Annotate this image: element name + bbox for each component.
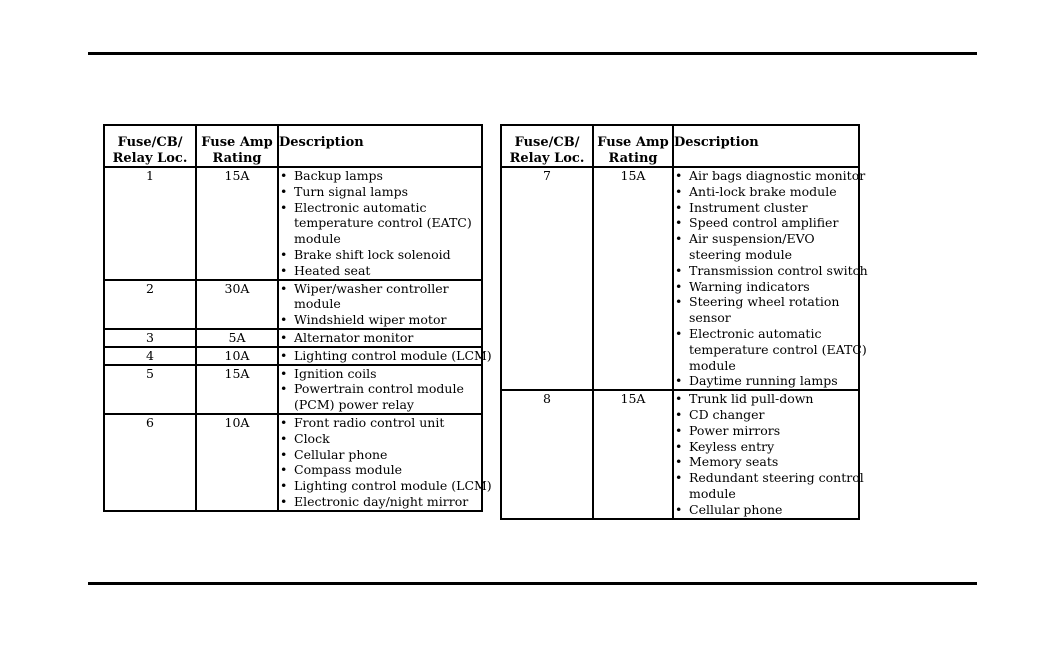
description-list: [674, 168, 868, 389]
amp-rating-cell: 5A: [196, 329, 278, 347]
amp-rating-cell: 15A: [593, 390, 673, 518]
fuse-location-cell: 4: [104, 347, 196, 365]
description-item: • Brake shift lock solenoid: [279, 247, 481, 263]
description-item: • Memory seats: [674, 454, 858, 470]
description-item: • Anti-lock brake module: [674, 184, 858, 200]
fuse-table-left: [103, 124, 492, 512]
description-item: • Keyless entry: [674, 439, 858, 455]
header-amp-rating: [196, 125, 278, 167]
description-list: [674, 391, 864, 517]
header-text: Fuse/CB/: [117, 135, 183, 150]
description-item: • Speed control amplifier: [674, 215, 858, 231]
fuse-location-cell: 5: [104, 365, 196, 414]
description-item: • Electronic automatic temperature control (EATC) module: [279, 200, 481, 247]
description-list: [279, 366, 481, 413]
description-item: • Lighting control module (LCM): [279, 348, 481, 364]
description-item: • Transmission control switch: [674, 263, 858, 279]
header-text: Fuse/CB/: [514, 135, 580, 150]
description-item: • Front radio control unit: [279, 415, 481, 431]
fuse-location-cell: 6: [104, 414, 196, 511]
fuse-location-cell: 7: [501, 167, 593, 390]
fuse-location-cell: 2: [104, 280, 196, 329]
fuse-location-cell: 8: [501, 390, 593, 518]
table-row: [501, 167, 859, 390]
description-item: • Electronic day/night mirror: [279, 494, 481, 510]
description-cell: [278, 280, 482, 329]
description-item: • Power mirrors: [674, 423, 858, 439]
description-item: • Clock: [279, 431, 481, 447]
fuse-table-right: [500, 124, 868, 520]
description-item: • Cellular phone: [674, 502, 858, 518]
header-text: Fuse Amp: [201, 135, 273, 150]
description-list: [279, 414, 492, 510]
amp-rating-cell: 10A: [196, 414, 278, 511]
description-item: • Windshield wiper motor: [279, 312, 481, 328]
description-list: [279, 330, 481, 346]
description-item: • Air suspension/EVO steering module: [674, 231, 858, 263]
header-description: Description: [673, 125, 859, 167]
table-row: [104, 167, 482, 280]
header-text: Rating: [608, 150, 658, 166]
description-cell: [673, 390, 864, 518]
header-text: Fuse Amp: [597, 135, 669, 150]
description-item: • Steering wheel rotation sensor: [674, 294, 858, 326]
description-item: • Alternator monitor: [279, 330, 481, 346]
header-description: Description: [278, 125, 482, 167]
description-item: • Heated seat: [279, 263, 481, 279]
description-cell: [278, 414, 492, 511]
table-row: [104, 329, 482, 347]
table-row: [104, 365, 482, 414]
description-item: • Backup lamps: [279, 168, 481, 184]
table-row: [501, 390, 859, 518]
description-item: • Trunk lid pull-down: [674, 391, 858, 407]
amp-rating-cell: 10A: [196, 347, 278, 365]
description-cell: [278, 329, 482, 347]
amp-rating-cell: 15A: [196, 167, 278, 280]
description-item: • Warning indicators: [674, 279, 858, 295]
header-fuse-location: [501, 125, 593, 167]
description-item: • Wiper/washer controller module: [279, 281, 481, 313]
description-list: [279, 168, 481, 279]
description-item: • CD changer: [674, 407, 858, 423]
table-row: [104, 414, 482, 511]
bottom-rule: [88, 582, 977, 585]
header-text: Relay Loc.: [509, 150, 585, 166]
description-cell: [278, 347, 492, 365]
header-fuse-location: [104, 125, 196, 167]
description-item: • Lighting control module (LCM): [279, 478, 481, 494]
description-cell: [278, 167, 482, 280]
description-item: • Daytime running lamps: [674, 373, 858, 389]
description-item: • Ignition coils: [279, 366, 481, 382]
table-header-row: [104, 125, 482, 167]
fuse-location-cell: 3: [104, 329, 196, 347]
header-text: Rating: [212, 150, 262, 166]
description-item: • Electronic automatic temperature control (EATC) module: [674, 326, 858, 373]
top-rule: [88, 52, 977, 55]
description-cell: [278, 365, 482, 414]
description-item: • Instrument cluster: [674, 200, 858, 216]
header-amp-rating: [593, 125, 673, 167]
header-text: Relay Loc.: [112, 150, 188, 166]
table-row: [104, 280, 482, 329]
amp-rating-cell: 15A: [196, 365, 278, 414]
description-item: • Redundant steering control module: [674, 470, 858, 502]
description-item: • Air bags diagnostic monitor: [674, 168, 858, 184]
description-item: • Cellular phone: [279, 447, 481, 463]
amp-rating-cell: 30A: [196, 280, 278, 329]
fuse-location-cell: 1: [104, 167, 196, 280]
table-header-row: [501, 125, 859, 167]
table-row: [104, 347, 482, 365]
description-cell: [673, 167, 868, 390]
amp-rating-cell: 15A: [593, 167, 673, 390]
description-item: • Powertrain control module (PCM) power relay: [279, 381, 481, 413]
description-item: • Turn signal lamps: [279, 184, 481, 200]
description-list: [279, 281, 481, 328]
description-list: [279, 347, 492, 364]
description-item: • Compass module: [279, 462, 481, 478]
